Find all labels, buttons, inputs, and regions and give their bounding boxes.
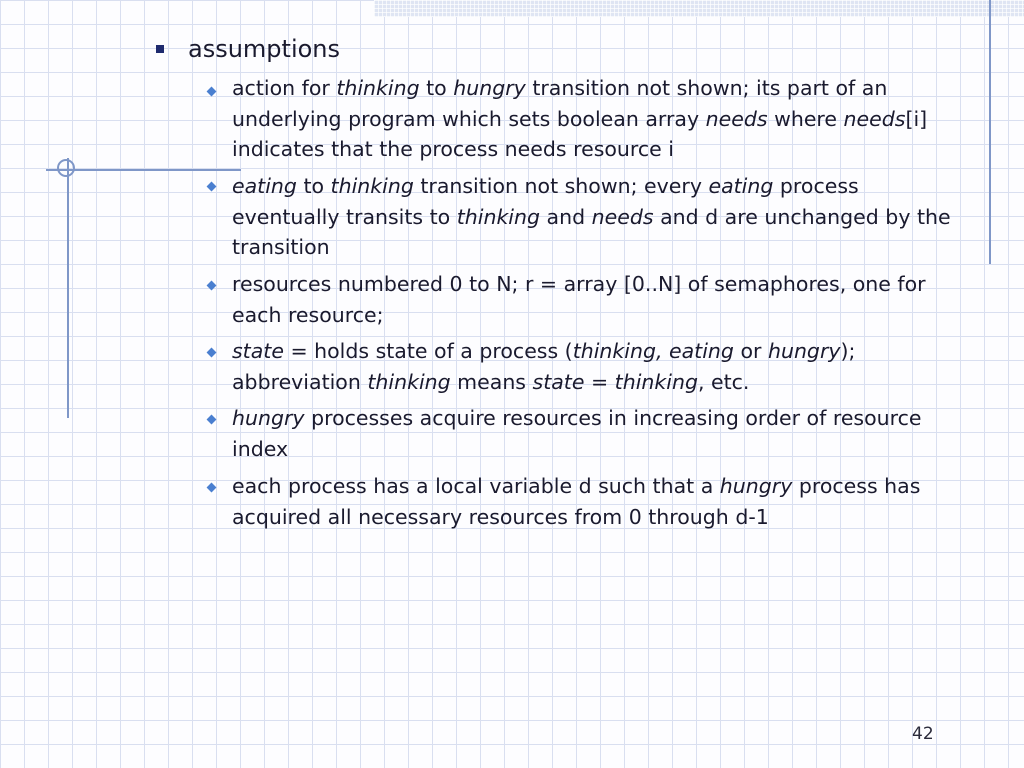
text-segment: action for — [232, 76, 337, 100]
diamond-bullet-icon — [207, 281, 217, 291]
text-segment: where — [767, 106, 844, 131]
diamond-bullet-icon — [207, 483, 217, 493]
text-segment: = — [584, 369, 615, 394]
text-segment: ); abbreviation — [232, 339, 856, 394]
italic-term: thinking — [456, 204, 541, 229]
text-segment: each process has a local variable d such that a — [232, 474, 720, 498]
text-segment: = holds state of a process ( — [283, 339, 573, 363]
italic-term: state — [232, 339, 284, 363]
diamond-bullet-icon — [207, 348, 217, 358]
italic-term: state — [532, 369, 585, 394]
italic-term: hungry — [719, 474, 793, 498]
italic-term: hungry — [232, 406, 305, 430]
italic-term: hungry — [767, 339, 841, 363]
text-segment: and d are unchanged by the transition — [232, 204, 951, 259]
text-segment: transition not shown; its part of an underlying program which sets boolean array — [232, 76, 888, 131]
text-segment: means — [450, 369, 533, 394]
text-segment: or — [733, 339, 768, 363]
italic-term: hungry — [453, 76, 526, 100]
text-segment: process has acquired all necessary resources from 0 through d-1 — [232, 474, 921, 529]
square-bullet-icon — [156, 45, 164, 53]
list-item — [232, 336, 952, 397]
italic-term: needs — [705, 106, 768, 131]
slide-heading: assumptions — [188, 35, 341, 63]
italic-term: eating — [232, 174, 297, 198]
diamond-bullet-icon — [207, 87, 217, 97]
diamond-bullet-icon — [207, 182, 217, 192]
italic-term: thinking, eating — [572, 339, 734, 363]
text-segment: to — [419, 76, 454, 100]
text-segment: and — [540, 204, 592, 229]
page-number: 42 — [912, 724, 934, 744]
list-item — [232, 269, 952, 330]
diamond-bullet-icon — [207, 415, 217, 425]
italic-term: needs — [591, 204, 654, 229]
text-segment: processes acquire resources in increasing order of resource index — [232, 406, 922, 461]
list-item — [232, 403, 952, 464]
italic-term: thinking — [614, 369, 698, 394]
italic-term: thinking — [336, 76, 420, 100]
text-segment: , etc. — [697, 369, 750, 394]
text-segment: transition not shown; every — [413, 174, 709, 198]
italic-term: eating — [708, 174, 774, 198]
list-item — [232, 471, 952, 532]
text-segment: resources numbered 0 to N; r = array [0..N] of semaphores, one for each resource; — [232, 272, 926, 327]
text-segment: process eventually transits to — [232, 174, 859, 229]
italic-term: thinking — [367, 369, 451, 394]
text-segment: to — [296, 174, 331, 198]
list-item — [232, 73, 952, 165]
list-item — [232, 171, 952, 263]
italic-term: thinking — [330, 174, 414, 198]
italic-term: needs — [843, 106, 906, 131]
text-segment: [i] indicates that the process needs resource i — [232, 106, 928, 161]
